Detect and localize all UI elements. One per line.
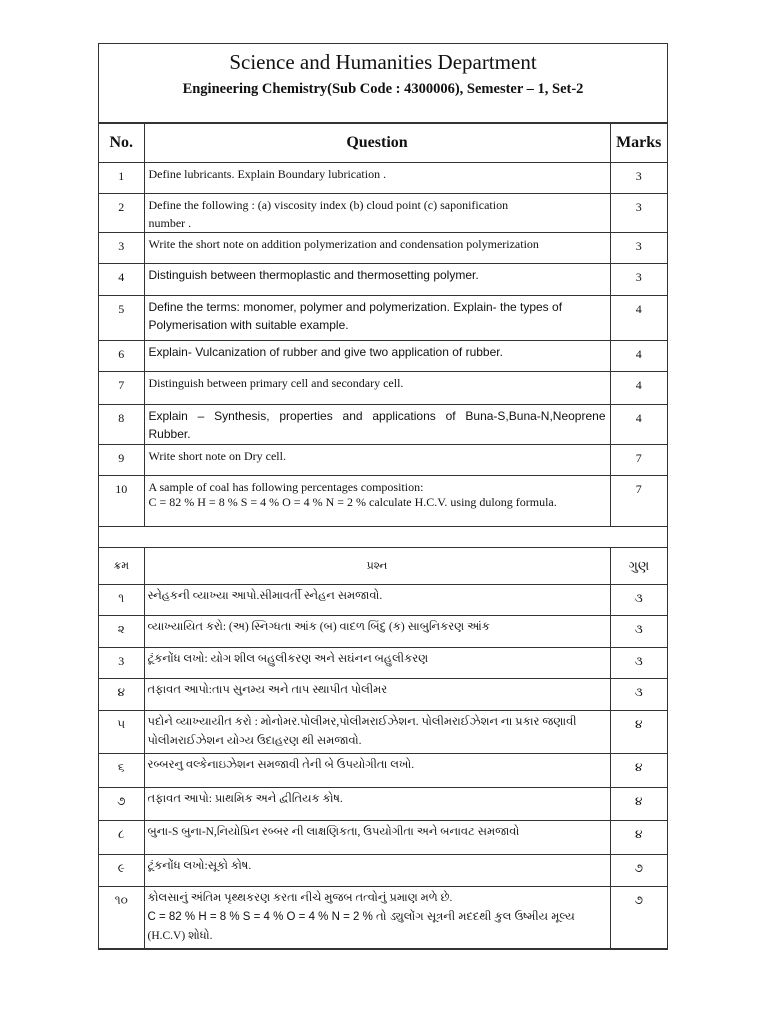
table-row xyxy=(99,341,667,372)
question-text: A sample of coal has following percentages composition: C = 82 % H = 8 % S = 4 % O = 4 % N = 2 % calculate H.C.V. using dulong formula. xyxy=(144,476,610,527)
question-marks: 4 xyxy=(610,405,667,445)
table-row xyxy=(99,405,667,445)
question-text: તફાવત આપો: પ્રાથમિક અને દ્વીતિયક કોષ. xyxy=(144,788,610,821)
question-number: 3 xyxy=(99,233,144,264)
question-marks: ૩ xyxy=(610,585,667,616)
question-text: Explain – Synthesis, properties and applications of Buna-S,Buna-N,Neoprene Rubber. xyxy=(144,405,610,445)
gujarati-col-question-header: પ્રશ્ન xyxy=(144,548,610,585)
table-row xyxy=(99,887,667,949)
col-marks-header: Marks xyxy=(610,124,667,163)
question-number: ૭ xyxy=(99,788,144,821)
table-row xyxy=(99,788,667,821)
question-text: Define the terms: monomer, polymer and polymerization. Explain- the types of Polymerisation with suitable example. xyxy=(144,296,610,341)
question-number: 1 xyxy=(99,163,144,194)
col-no-header: No. xyxy=(99,124,144,163)
table-row xyxy=(99,372,667,405)
question-number: 10 xyxy=(99,476,144,527)
question-text: સ્નેહકની વ્યાખ્યા આપો.સીમાવર્તી સ્નેહન સમજાવો. xyxy=(144,585,610,616)
question-number: 6 xyxy=(99,341,144,372)
question-marks: ૩ xyxy=(610,679,667,711)
question-number: ૧૦ xyxy=(99,887,144,949)
question-text: બુના-S બુના-N,નિયોપ્રિન રબ્બર ની લાક્ષણિકતા, ઉપયોગીતા અને બનાવટ સમજાવો xyxy=(144,821,610,855)
question-marks: 4 xyxy=(610,296,667,341)
question-marks: 4 xyxy=(610,341,667,372)
table-row xyxy=(99,194,667,233)
table-row xyxy=(99,476,667,527)
table-row xyxy=(99,711,667,754)
question-number: ૨ xyxy=(99,616,144,648)
question-number: ૧ xyxy=(99,585,144,616)
department-title: Science and Humanities Department xyxy=(229,50,537,74)
question-number: 5 xyxy=(99,296,144,341)
table-row xyxy=(99,679,667,711)
question-text: ટૂંકનોંધ લખો: યોગ શીલ બહુલીકરણ અને સઘંનન બહુલીકરણ xyxy=(144,648,610,679)
table-row xyxy=(99,585,667,616)
question-marks: 7 xyxy=(610,445,667,476)
question-marks: 3 xyxy=(610,233,667,264)
col-question-header: Question xyxy=(144,124,610,163)
gujarati-col-marks-header: ગુણ xyxy=(610,548,667,585)
paper-header xyxy=(99,44,667,123)
table-row xyxy=(99,296,667,341)
question-text: રબ્બરનુ વલ્કેનાઇઝેશન સમજાવી તેની બે ઉપયોગીતા લખો. xyxy=(144,754,610,788)
question-number: 4 xyxy=(99,264,144,296)
question-number: ૫ xyxy=(99,711,144,754)
question-marks: ૪ xyxy=(610,821,667,855)
gujarati-col-no-header: ક્રમ xyxy=(99,548,144,585)
question-text: Write the short note on addition polymerization and condensation polymerization xyxy=(144,233,610,264)
question-table xyxy=(99,123,667,949)
question-number: 7 xyxy=(99,372,144,405)
question-marks: ૪ xyxy=(610,711,667,754)
question-text: વ્યાખ્યાયિત કરો: (અ) સ્નિગ્ધતા આંક (બ) વાદળ બિંદુ (ક) સાબુનિકરણ આંક xyxy=(144,616,610,648)
question-number: 8 xyxy=(99,405,144,445)
table-row xyxy=(99,648,667,679)
paper-subtitle: Engineering Chemistry(Sub Code : 4300006), Semester – 1, Set-2 xyxy=(182,81,584,97)
question-text: ટૂંકનોંધ લખો:સૂકો કોષ. xyxy=(144,855,610,887)
question-marks: ૩ xyxy=(610,648,667,679)
question-text: પદોને વ્યાખ્યાયીત કરો : મોનોમર.પોલીમર,પોલીમરાઈઝેશન. પોલીમરાઈઝેશન ના પ્રકાર જણાવી પોલીમરાઈઝેશન યોગ્ય ઉદાહરણ થી સમજાવો. xyxy=(144,711,610,754)
question-marks: ૩ xyxy=(610,616,667,648)
question-paper xyxy=(98,43,668,950)
section-spacer xyxy=(99,527,667,548)
question-marks: ૭ xyxy=(610,855,667,887)
question-marks: ૭ xyxy=(610,887,667,949)
table-row xyxy=(99,754,667,788)
question-number: 2 xyxy=(99,194,144,233)
table-row xyxy=(99,821,667,855)
question-text: Define lubricants. Explain Boundary lubrication . xyxy=(144,163,610,194)
question-marks: 3 xyxy=(610,194,667,233)
question-marks: 3 xyxy=(610,264,667,296)
question-marks: ૪ xyxy=(610,788,667,821)
question-text: તફાવત આપો:તાપ સુનમ્ય અને તાપ સ્થાપીત પોલીમર xyxy=(144,679,610,711)
question-number: 3 xyxy=(99,648,144,679)
question-text: Distinguish between thermoplastic and thermosetting polymer. xyxy=(144,264,610,296)
question-text: Distinguish between primary cell and secondary cell. xyxy=(144,372,610,405)
question-marks: ૪ xyxy=(610,754,667,788)
question-number: 9 xyxy=(99,445,144,476)
question-number: ૬ xyxy=(99,754,144,788)
table-row xyxy=(99,855,667,887)
question-text: Explain- Vulcanization of rubber and give two application of rubber. xyxy=(144,341,610,372)
table-row xyxy=(99,445,667,476)
question-text: Define the following : (a) viscosity index (b) cloud point (c) saponification number . xyxy=(144,194,610,233)
table-row xyxy=(99,616,667,648)
gujarati-header-row xyxy=(99,548,667,585)
question-marks: 4 xyxy=(610,372,667,405)
question-number: ૮ xyxy=(99,821,144,855)
table-row xyxy=(99,264,667,296)
question-marks: 7 xyxy=(610,476,667,527)
question-text: કોલસાનું અંતિમ પૃથ્થકરણ કરતા નીચે મુજબ તત્વોનું પ્રમાણ મળે છે. C = 82 % H = 8 % S = 4 % O = 4 % N = 2 % તો ડ્યુલોંગ સૂત્રની મદદથી કુલ ઉષ્મીય મૂલ્ય (H.C.V) શોધો. xyxy=(144,887,610,949)
table-row xyxy=(99,233,667,264)
question-marks: 3 xyxy=(610,163,667,194)
question-number: ૯ xyxy=(99,855,144,887)
question-number: ૪ xyxy=(99,679,144,711)
table-row xyxy=(99,163,667,194)
question-text: Write short note on Dry cell. xyxy=(144,445,610,476)
english-header-row xyxy=(99,124,667,163)
